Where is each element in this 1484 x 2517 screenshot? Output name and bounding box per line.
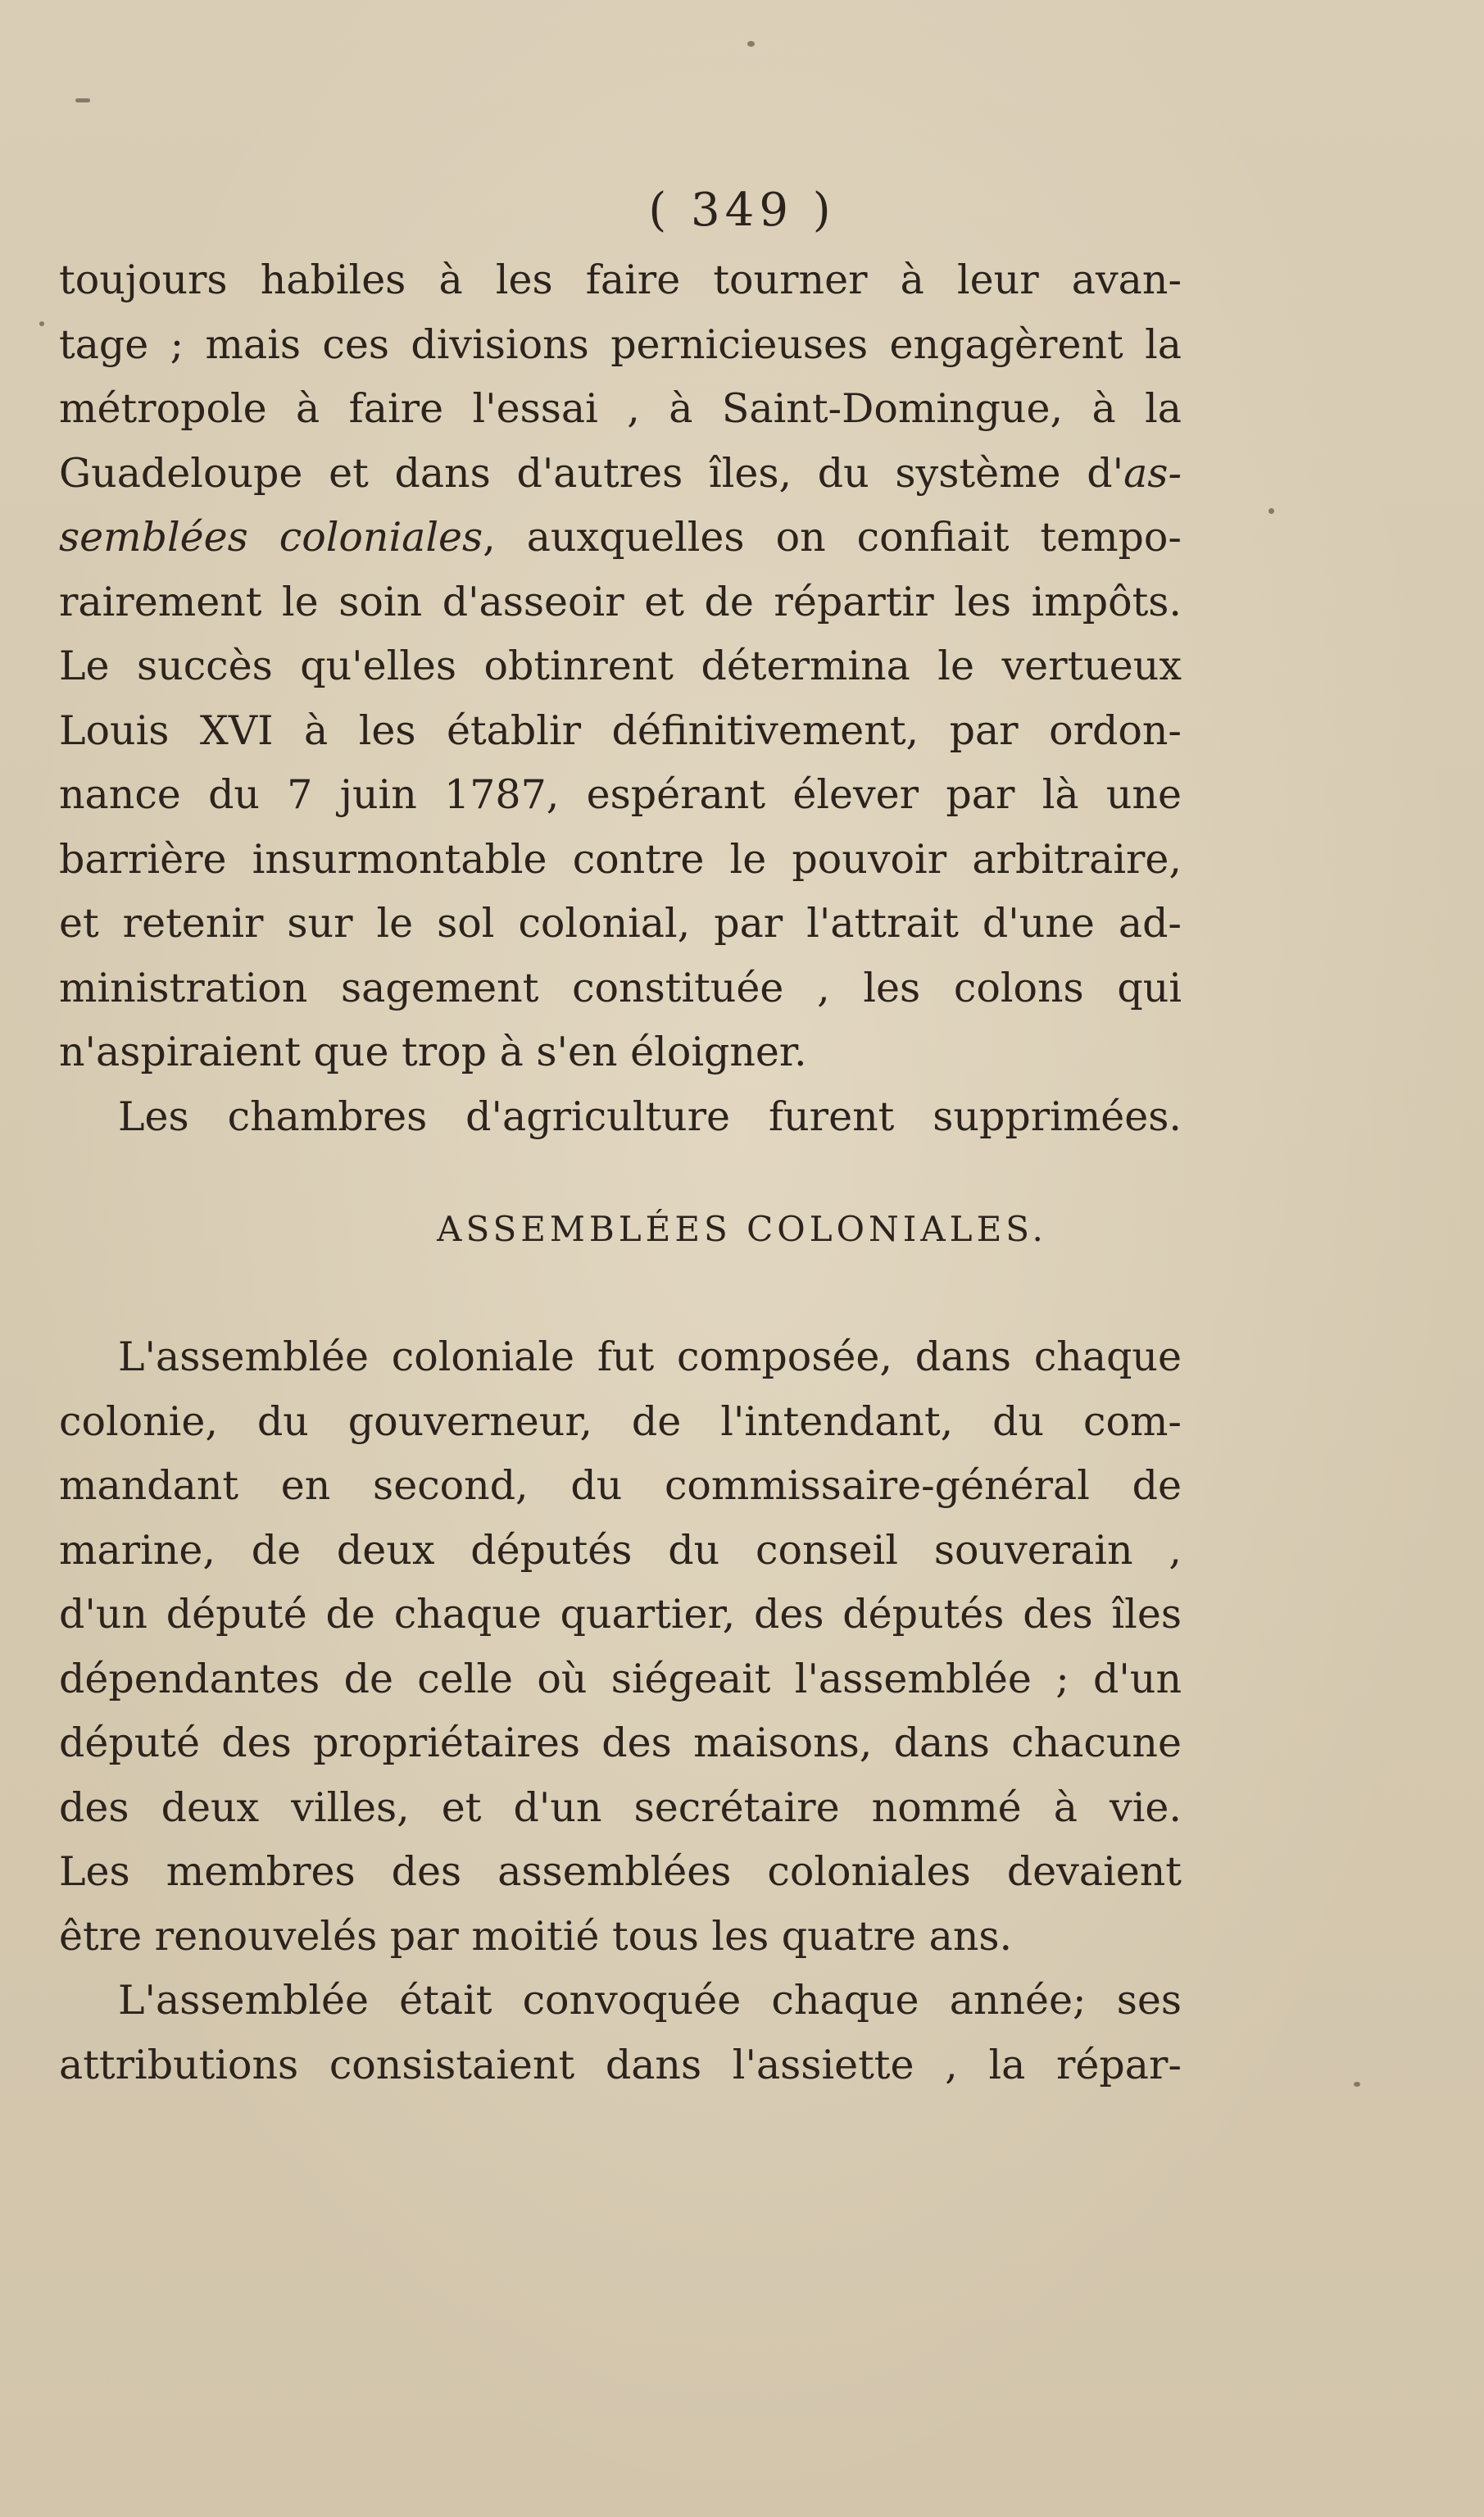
text-line: L'assemblée était convoquée chaque année; ses [118,1977,1182,2024]
ink-speck [747,41,755,47]
text-line: ministration sagement constituée , les colons qui [59,964,1182,1011]
text-span: , auxquelles on confiait tempo- [483,514,1182,561]
text-line: n'aspiraient que trop à s'en éloigner. [59,1029,807,1075]
text-line: Louis XVI à les établir définitivement, par ordon- [59,706,1182,754]
ink-speck [39,321,44,326]
text-line: tage ; mais ces divisions pernicieuses engagèrent la [59,320,1182,368]
text-line: être renouvelés par moitié tous les quatre ans. [59,1912,1013,1960]
text-line: et retenir sur le sol colonial, par l'attrait d'une ad- [59,900,1182,947]
ink-speck [1268,508,1274,514]
text-line: Le succès qu'elles obtinrent détermina le vertueux [59,643,1182,689]
paragraph-1 [59,248,1182,1149]
text-line: mandant en second, du commissaire-général de [59,1462,1182,1509]
paragraph-3 [59,1325,1182,2097]
text-line: nance du 7 juin 1787, espérant élever par là une [59,771,1182,818]
text-line: marine, de deux députés du conseil souverain , [59,1526,1182,1574]
italic-text: semblées coloniales [59,514,483,561]
ink-speck [75,98,90,102]
text-line: dépendantes de celle où siégeait l'assemblée ; d'un [59,1655,1182,1702]
page-number: ( 349 ) [648,184,836,237]
text-line: barrière insurmontable contre le pouvoir arbitraire, [59,835,1182,883]
section-title: ASSEMBLÉES COLONIALES. [437,1209,1047,1249]
text-line: Les membres des assemblées coloniales devaient [59,1848,1182,1895]
text-line [59,506,1182,570]
paragraph-2: Les chambres d'agriculture furent supprimées. [118,1093,1182,1140]
text-line [59,442,1182,507]
text-line: métropole à faire l'essai , à Saint-Domingue, à la [59,385,1182,432]
ink-speck [1354,2082,1360,2087]
text-line: attributions consistaient dans l'assiette , la répar- [59,2041,1182,2088]
text-span: Guadeloupe et dans d'autres îles, du système d' [59,449,1124,497]
text-line: rairement le soin d'asseoir et de répartir les impôts. [59,578,1182,625]
text-line: député des propriétaires des maisons, dans chacune [59,1720,1182,1766]
text-line: L'assemblée coloniale fut composée, dans chaque [118,1333,1182,1380]
italic-text: as- [1123,449,1182,497]
text-line: d'un député de chaque quartier, des députés des îles [59,1591,1182,1638]
text-line: toujours habiles à les faire tourner à leur avan- [59,257,1182,303]
text-line: colonie, du gouverneur, de l'intendant, du com- [59,1397,1182,1445]
text-line: des deux villes, et d'un secrétaire nommé à vie. [59,1783,1182,1831]
